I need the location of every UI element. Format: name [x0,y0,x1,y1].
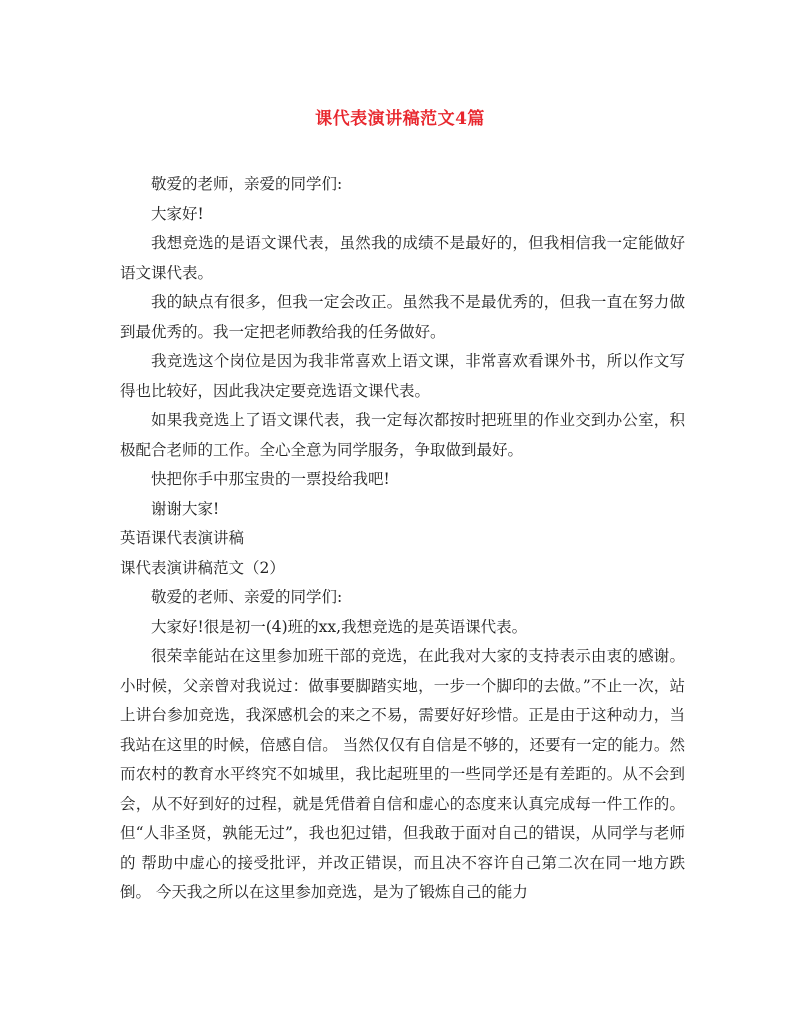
paragraph: 敬爱的老师、亲爱的同学们: [151,588,343,606]
paragraph: 我想竞选的是语文课代表，虽然我的成绩不是最好的，但我相信我一定能做好语文课代表。 [120,234,685,282]
paragraph: 我的缺点有很多，但我一定会改正。虽然我不是最优秀的，但我一直在努力做到最优秀的。我一定把老师教给我的任务做好。 [120,293,685,341]
section-heading: 课代表演讲稿范文（2） [120,558,285,577]
section-heading: 英语课代表演讲稿 [120,529,245,547]
paragraph: 如果我竞选上了语文课代表，我一定每次都按时把班里的作业交到办公室，积极配合老师的工作。全心全意为同学服务，争取做到最好。 [120,411,685,459]
paragraph: 敬爱的老师，亲爱的同学们: [151,175,343,193]
paragraph: 快把你手中那宝贵的一票投给我吧! [151,470,390,488]
paragraph: 大家好! [151,204,204,223]
document-title: 课代表演讲稿范文4篇 [315,109,485,129]
paragraph: 大家好!很是初一(4)班的xx,我想竞选的是英语课代表。 [151,617,528,636]
document-body [120,170,685,908]
paragraph: 谢谢大家! [151,499,220,518]
paragraph: 很荣幸能站在这里参加班干部的竞选，在此我对大家的支持表示由衷的感谢。 小时候，父亲曾对我说过：做事要脚踏实地，一步一个脚印的去做。”不止一次，站上讲台参加竞选，我深感机会的来之不易，需要好好珍惜。正是由于这种动力，当我站在这里的时候，倍感自信。 当然仅仅有自信是不够的，还要有一定的能力。然而农村的教育水平终究不如城里，我比起班里的一些同学还是有差距的。从不会到会，从不好到好的过程，就是凭借着自信和虚心的态度来认真完成每一件工作的。但“人非圣贤，孰能无过”，我也犯过错，但我敢于面对自己的错误，从同学与老师的 帮助中虚心的接受批评，并改正错误，而且决不容许自己第二次在同一地方跌倒。 今天我之所以在这里参加竞选，是为了锻炼自己的能力 [120,647,685,901]
paragraph: 我竞选这个岗位是因为我非常喜欢上语文课，非常喜欢看课外书，所以作文写得也比较好，因此我决定要竞选语文课代表。 [120,352,685,400]
